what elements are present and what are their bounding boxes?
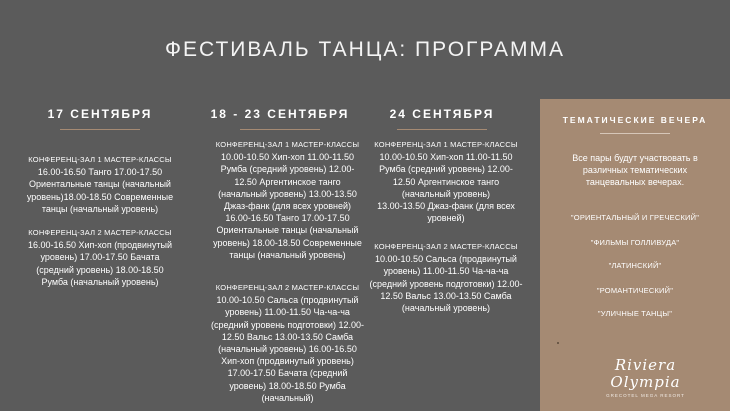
block-label: КОНФЕРЕНЦ-ЗАЛ 1 МАСТЕР-КЛАССЫ: [28, 155, 172, 164]
schedule-line: 12.50 Аргентинское танго: [392, 176, 500, 187]
schedule-line: Ориентальные танцы (начальный: [29, 179, 171, 190]
schedule-line: 16.00-16.50 Танго 17.00-17.50: [225, 213, 350, 224]
schedule-line: Румба (средний уровень) 12.00-: [379, 164, 513, 175]
block-label: КОНФЕРЕНЦ-ЗАЛ 2 МАСТЕР-КЛАССЫ: [215, 283, 360, 292]
schedule-line: Румба (начальный уровень): [41, 276, 159, 287]
schedule-block-hall2: [10, 226, 190, 288]
theme-item: "ЛАТИНСКИЙ": [608, 261, 662, 270]
themed-evenings-heading: ТЕМАТИЧЕСКИЕ ВЕЧЕРА: [562, 115, 708, 125]
schedule-line: уровень) 17.00-17.50 Бачата: [40, 252, 160, 263]
column-divider: [240, 129, 320, 130]
schedule-line: 10.00-10.50 Сальса (продвинутый: [375, 254, 517, 265]
schedule-line: танцы (начальный уровень): [41, 203, 159, 214]
schedule-line: Ориентальные танцы (начальный: [216, 225, 359, 236]
schedule-column-sep-24: [367, 107, 517, 130]
schedule-line: (начальный): [261, 392, 314, 403]
schedule-line: 12.50 Аргентинское танго: [234, 176, 341, 187]
schedule-block-hall1: [195, 138, 380, 261]
schedule-column-sep-17: [25, 107, 175, 130]
schedule-line: 12.50 Вальс 13.00-13.50 Самба: [380, 290, 512, 301]
schedule-line: 10.00-10.50 Хип-хоп 11.00-11.50: [221, 152, 354, 163]
resort-logo: [578, 357, 713, 398]
schedule-line: (начальный уровень): [401, 188, 491, 199]
schedule-line: (начальный уровень) 16.00-16.50: [218, 344, 357, 355]
schedule-line: 13.00-13.50 Джаз-фанк (для всех: [377, 201, 515, 212]
logo-tagline: GRECOTEL MEGA RESORT: [606, 393, 685, 398]
schedule-line: Румба (средний уровень) 12.00-: [220, 164, 355, 175]
schedule-line: танцы (начальный уровень): [229, 249, 346, 260]
theme-item: "ФИЛЬМЫ ГОЛЛИВУДА": [590, 238, 680, 247]
schedule-column-sep-18-23: [205, 107, 355, 130]
block-label: КОНФЕРЕНЦ-ЗАЛ 1 МАСТЕР-КЛАССЫ: [374, 140, 518, 149]
schedule-line: 10.00-10.50 Хип-хоп 11.00-11.50: [379, 152, 513, 163]
schedule-line: Джаз-фанк (для всех уровней): [223, 201, 351, 212]
schedule-block-hall1: [360, 138, 532, 224]
themed-evenings-panel: [540, 99, 730, 411]
schedule-line: Хип-хоп (продвинутый уровень): [221, 356, 354, 367]
schedule-line: уровень) 18.00-18.50 Румба: [229, 380, 346, 391]
schedule-line: 16.00-16.50 Танго 17.00-17.50: [37, 167, 163, 178]
schedule-block-hall1: [10, 153, 190, 215]
schedule-line: 17.00-17.50 Бачата (средний: [227, 368, 348, 379]
schedule-line: уровней): [427, 213, 465, 224]
schedule-line: 10.00-10.50 Сальса (продвинутый: [216, 295, 359, 306]
column-heading: 17 СЕНТЯБРЯ: [47, 107, 153, 121]
schedule-line: уровень)18.00-18.50 Современные: [26, 191, 174, 202]
block-label: КОНФЕРЕНЦ-ЗАЛ 1 МАСТЕР-КЛАССЫ: [215, 140, 360, 149]
schedule-line: 12.50 Вальс 13.00-13.50 Самба: [221, 331, 354, 342]
schedule-line: (начальный уровень) 13.00-13.50: [218, 188, 357, 199]
schedule-line: уровень) 11.00-11.50 Ча-ча-ча: [225, 307, 350, 318]
theme-item: "УЛИЧНЫЕ ТАНЦЫ": [597, 309, 673, 318]
bullet-dot: [557, 342, 559, 344]
page-title: ФЕСТИВАЛЬ ТАНЦА: ПРОГРАММА: [165, 38, 565, 61]
themed-evenings-description: Все пары будут участвовать в различных тематических танцевальных вечерах.: [572, 153, 698, 187]
themed-evenings-divider: [600, 133, 670, 134]
schedule-line: уровень) 11.00-11.50 Ча-ча-ча: [383, 266, 509, 277]
block-label: КОНФЕРЕНЦ-ЗАЛ 2 МАСТЕР-КЛАССЫ: [374, 242, 518, 251]
column-divider: [60, 129, 140, 130]
column-heading: 18 - 23 СЕНТЯБРЯ: [210, 107, 350, 121]
schedule-line: (средний уровень подготовки) 12.00-: [369, 278, 523, 289]
column-divider: [397, 129, 487, 130]
theme-item: "ОРИЕНТАЛЬНЫЙ И ГРЕЧЕСКИЙ": [570, 213, 700, 222]
block-label: КОНФЕРЕНЦ-ЗАЛ 2 МАСТЕР-КЛАССЫ: [28, 228, 172, 237]
theme-item: "РОМАНТИЧЕСКИЙ": [596, 286, 674, 295]
schedule-block-hall2: [360, 240, 532, 314]
schedule-line: 16.00-16.50 Хип-хоп (продвинутый: [27, 240, 173, 251]
schedule-line: (средний уровень) 18.00-18.50: [36, 264, 164, 275]
schedule-line: (средний уровень подготовки) 12.00-: [211, 319, 364, 330]
schedule-line: уровень) 18.00-18.50 Современные: [213, 237, 362, 248]
schedule-block-hall2: [195, 281, 380, 404]
column-heading: 24 СЕНТЯБРЯ: [389, 107, 495, 121]
schedule-line: (начальный уровень): [401, 303, 491, 314]
logo-name: Riviera Olympia: [610, 356, 681, 391]
